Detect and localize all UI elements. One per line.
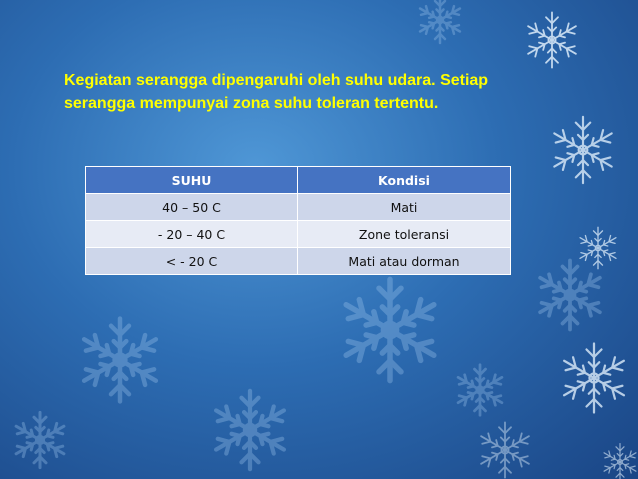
slide-heading-line-1: Kegiatan serangga dipengaruhi oleh suhu udara. Setiap (64, 72, 489, 89)
snowflake-icon (455, 365, 504, 416)
header-suhu: SUHU (86, 167, 298, 194)
snowflake-icon (560, 344, 627, 413)
snowflake-icon (13, 412, 67, 467)
snowflake-icon (478, 422, 532, 477)
table-row (86, 221, 511, 248)
cell-suhu: - 20 – 40 C (86, 221, 298, 248)
slide-heading-line-2: serangga mempunyai zona suhu toleran tertentu. (64, 95, 439, 112)
slide-heading (64, 69, 564, 115)
cell-suhu: 40 – 50 C (86, 194, 298, 221)
temperature-table (85, 166, 511, 275)
table-row (86, 194, 511, 221)
snowflake-icon (602, 444, 638, 479)
cell-suhu: < - 20 C (86, 248, 298, 275)
snowflake-icon (551, 117, 616, 183)
snowflake-icon (212, 391, 288, 469)
snowflake-icon (536, 261, 603, 330)
cell-kondisi: Mati atau dorman (298, 248, 511, 275)
cell-kondisi: Zone toleransi (298, 221, 511, 248)
table-row (86, 248, 511, 275)
cell-kondisi: Mati (298, 194, 511, 221)
header-kondisi: Kondisi (298, 167, 511, 194)
snowflake-icon (578, 227, 618, 268)
snowflake-icon (418, 0, 463, 43)
snowflake-icon (341, 279, 440, 380)
snowflake-icon (525, 12, 579, 67)
snowflake-icon (80, 319, 161, 402)
table-header-row (86, 167, 511, 194)
